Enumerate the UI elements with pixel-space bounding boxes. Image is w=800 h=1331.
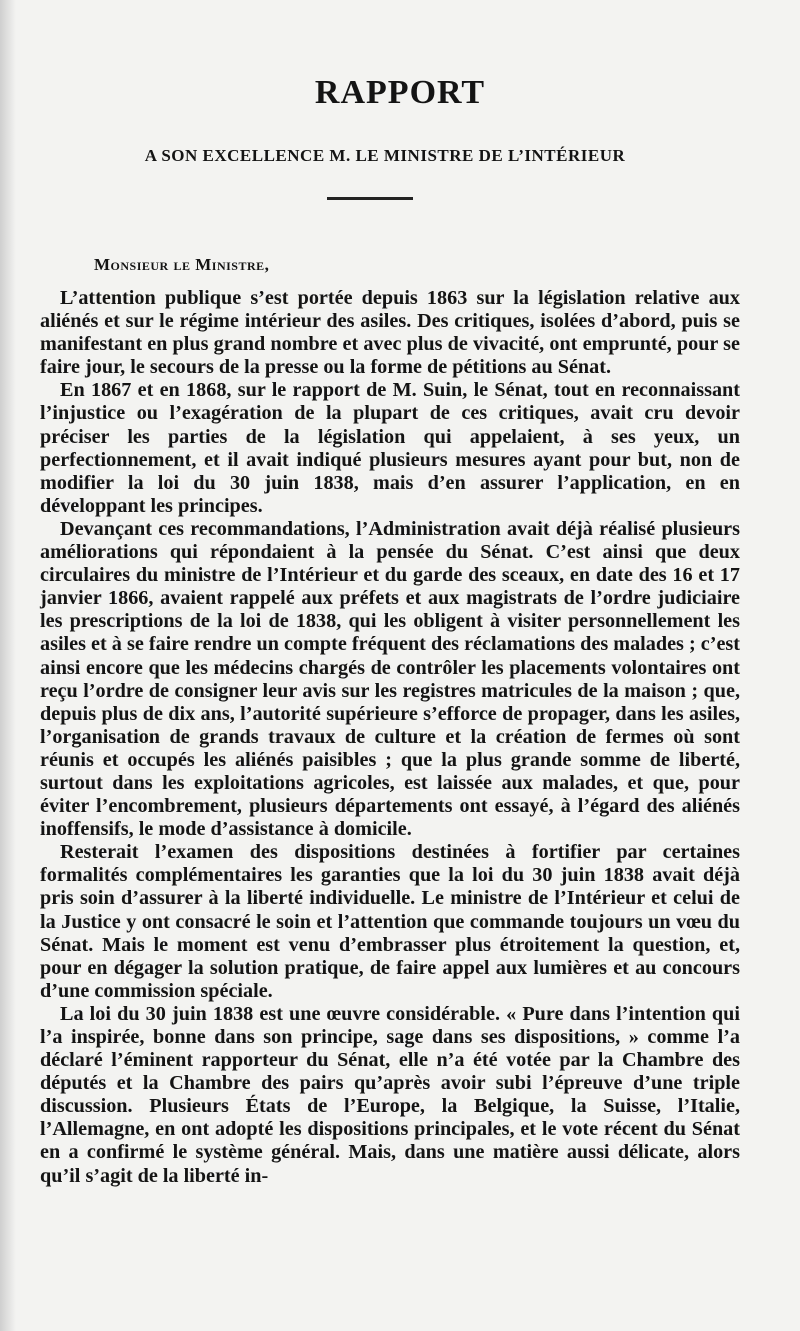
title-divider — [327, 197, 413, 200]
salutation: Monsieur le Ministre, — [94, 255, 270, 274]
page-subtitle: A SON EXCELLENCE M. LE MINISTRE DE L’INTÉRIEUR — [144, 146, 626, 165]
paragraph-1: L’attention publique s’est portée depuis 1863 sur la législation relative aux aliénés et sur le régime intérieur des asiles. Des critiques, isolées d’abord, puis se manifestant en plus grand nombre et avec plus de vivacité, ont emprunté, pour se faire jour, le secours de la presse ou la forme de pétitions au Sénat. — [40, 287, 740, 379]
page-title: RAPPORT — [314, 74, 486, 111]
page-edge-shadow — [0, 0, 16, 1331]
report-body — [40, 287, 740, 1188]
paragraph-3: Devançant ces recommandations, l’Administration avait déjà réalisé plusieurs améliorations qui répondaient à la pensée du Sénat. C’est ainsi que deux circulaires du ministre de l’Intérieur et du garde des sceaux, en date des 16 et 17 janvier 1866, avaient rappelé aux préfets et aux magistrats de l’ordre judiciaire les prescriptions de la loi de 1838, qui les obligent à visiter personnellement les asiles et à se faire rendre un compte fréquent des réclamations des malades ; c’est ainsi encore que les médecins chargés de contrôler les placements volontaires ont reçu l’ordre de consigner leur avis sur les registres matricules de la maison ; que, depuis plus de dix ans, l’autorité supérieure s’efforce de propager, dans les asiles, l’organisation de grands travaux de culture et la création de fermes où sont réunis et occupés les aliénés paisibles ; que la plus grande somme de liberté, surtout dans les exploitations agricoles, est laissée aux malades, et que, pour éviter l’encombrement, plusieurs départements ont essayé, à l’égard des aliénés inoffensifs, le mode d’assistance à domicile. — [40, 517, 740, 841]
paragraph-2: En 1867 et en 1868, sur le rapport de M. Suin, le Sénat, tout en reconnaissant l’injustice ou l’exagération de la plupart de ces critiques, avait cru devoir préciser les parties de la législation qui appelaient, à ses yeux, un perfectionnement, et il avait indiqué plusieurs mesures ayant pour but, non de modifier la loi du 30 juin 1838, mais d’en assurer l’application, en en développant les principes. — [40, 379, 740, 517]
paragraph-5: La loi du 30 juin 1838 est une œuvre considérable. « Pure dans l’intention qui l’a inspirée, bonne dans son principe, sage dans ses dispositions, » comme l’a déclaré l’éminent rapporteur du Sénat, elle n’a été votée par la Chambre des députés et la Chambre des pairs qu’après avoir subi l’épreuve d’une triple discussion. Plusieurs États de l’Europe, la Belgique, la Suisse, l’Italie, l’Allemagne, en ont adopté les dispositions principales, et le vote récent du Sénat en a confirmé le système général. Mais, dans une matière aussi délicate, alors qu’il s’agit de la liberté in- — [40, 1002, 740, 1187]
paragraph-4: Resterait l’examen des dispositions destinées à fortifier par certaines formalités complémentaires les garanties que la loi du 30 juin 1838 avait déjà pris soin d’assurer à la liberté individuelle. Le ministre de l’Intérieur et celui de la Justice y ont consacré le soin et l’attention que commande toujours un vœu du Sénat. Mais le moment est venu d’embrasser plus étroitement la question, et, pour en dégager la solution pratique, de faire appel aux lumières et au concours d’une commission spéciale. — [40, 841, 740, 1002]
